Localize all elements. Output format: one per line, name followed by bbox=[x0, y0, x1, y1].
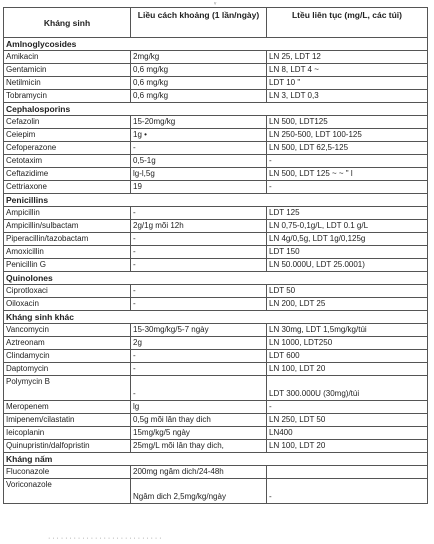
interval-dose-cell: 2mg/kg bbox=[131, 51, 267, 64]
table-row bbox=[4, 401, 428, 414]
table-row bbox=[4, 64, 428, 77]
table-row bbox=[4, 51, 428, 64]
table-row bbox=[4, 116, 428, 129]
table-row bbox=[4, 155, 428, 168]
group-label: Kháng sinh khác bbox=[4, 311, 428, 324]
continuous-dose-cell: LN 0,75-0,1g/L, LDT 0.1 g/L bbox=[267, 220, 428, 233]
top-edge bbox=[0, 0, 434, 6]
continuous-dose-cell: - bbox=[267, 401, 428, 414]
continuous-dose-cell: LN 100, LDT 20 bbox=[267, 440, 428, 453]
continuous-dose-cell bbox=[267, 466, 428, 479]
table-row bbox=[4, 90, 428, 103]
table-row bbox=[4, 246, 428, 259]
antibiotic-name-cell: Ceiepim bbox=[4, 129, 131, 142]
interval-dose-cell: Ngâm dich 2,5mg/kg/ngày bbox=[131, 479, 267, 504]
continuous-dose-cell: LN 1000, LDT250 bbox=[267, 337, 428, 350]
continuous-dose-cell: LN 50.000U, LDT 25.0001) bbox=[267, 259, 428, 272]
table-header-row bbox=[4, 8, 428, 38]
continuous-dose-cell: LDT 125 bbox=[267, 207, 428, 220]
antibiotic-name-cell: Oiloxacin bbox=[4, 298, 131, 311]
group-label: Kháng nấm bbox=[4, 453, 428, 466]
continuous-dose-cell: LDT 10 " bbox=[267, 77, 428, 90]
table-body bbox=[4, 38, 428, 504]
antibiotic-name-cell: Netilmicin bbox=[4, 77, 131, 90]
antibiotic-name-cell: Cettriaxone bbox=[4, 181, 131, 194]
interval-dose-cell: 0,6 mg/kg bbox=[131, 90, 267, 103]
table-row bbox=[4, 142, 428, 155]
continuous-dose-cell: LN 500, LDT 125 ~ ~ " l bbox=[267, 168, 428, 181]
group-label: Cephalosporins bbox=[4, 103, 428, 116]
group-label: Amlnoglycosides bbox=[4, 38, 428, 51]
continuous-dose-cell: LN 200, LDT 25 bbox=[267, 298, 428, 311]
antibiotic-name-cell: Ampicillin bbox=[4, 207, 131, 220]
table-row bbox=[4, 479, 428, 504]
antibiotic-name-cell: Amikacin bbox=[4, 51, 131, 64]
antibiotic-name-cell: Ampicillin/sulbactam bbox=[4, 220, 131, 233]
antibiotic-name-cell: Imipenem/cilastatin bbox=[4, 414, 131, 427]
table-row bbox=[4, 427, 428, 440]
antibiotic-name-cell: Gentamicin bbox=[4, 64, 131, 77]
interval-dose-cell: lg bbox=[131, 401, 267, 414]
continuous-dose-cell: LN 25, LDT 12 bbox=[267, 51, 428, 64]
group-label: Penicillins bbox=[4, 194, 428, 207]
interval-dose-cell: 15-20mg/kg bbox=[131, 116, 267, 129]
table-row bbox=[4, 233, 428, 246]
antibiotic-name-cell: Piperacillin/tazobactam bbox=[4, 233, 131, 246]
interval-dose-cell: 0,5-1g bbox=[131, 155, 267, 168]
antibiotic-name-cell: Quinupristin/dalfopristin bbox=[4, 440, 131, 453]
continuous-dose-cell: - bbox=[267, 155, 428, 168]
interval-dose-cell: - bbox=[131, 376, 267, 401]
header-interval-dose: Liều cách khoảng (1 lần/ngày) bbox=[131, 8, 267, 38]
top-edge-mark: ᵥ bbox=[214, 0, 217, 6]
table-row bbox=[4, 337, 428, 350]
interval-dose-cell: 2g/1g mõi 12h bbox=[131, 220, 267, 233]
interval-dose-cell: - bbox=[131, 285, 267, 298]
continuous-dose-cell: LN 250-500, LDT 100-125 bbox=[267, 129, 428, 142]
antibiotic-name-cell: Ciprotloxaci bbox=[4, 285, 131, 298]
antibiotic-name-cell: Aztreonam bbox=[4, 337, 131, 350]
continuous-dose-cell: LN 3, LDT 0,3 bbox=[267, 90, 428, 103]
group-label: Quinolones bbox=[4, 272, 428, 285]
group-row bbox=[4, 194, 428, 207]
table-row bbox=[4, 77, 428, 90]
interval-dose-cell: 0,5g mõi lân thay dich bbox=[131, 414, 267, 427]
continuous-dose-cell: LN 4g/0,5g, LDT 1g/0,125g bbox=[267, 233, 428, 246]
group-row bbox=[4, 38, 428, 51]
continuous-dose-cell: LN 30mg, LDT 1,5mg/kg/túi bbox=[267, 324, 428, 337]
antibiotic-name-cell: Meropenem bbox=[4, 401, 131, 414]
interval-dose-cell: - bbox=[131, 207, 267, 220]
interval-dose-cell: - bbox=[131, 142, 267, 155]
interval-dose-cell: 200mg ngâm dich/24-48h bbox=[131, 466, 267, 479]
continuous-dose-cell: LN 500, LDT 62,5-125 bbox=[267, 142, 428, 155]
interval-dose-cell: 2g bbox=[131, 337, 267, 350]
continuous-dose-cell: LN 250, LDT 50 bbox=[267, 414, 428, 427]
interval-dose-cell: 19 bbox=[131, 181, 267, 194]
continuous-dose-cell: - bbox=[267, 479, 428, 504]
continuous-dose-cell: LDT 300.000U (30mg)/túi bbox=[267, 376, 428, 401]
antibiotic-name-cell: Clindamycin bbox=[4, 350, 131, 363]
continuous-dose-cell: LN400 bbox=[267, 427, 428, 440]
interval-dose-cell: - bbox=[131, 350, 267, 363]
antibiotic-name-cell: Vancomycin bbox=[4, 324, 131, 337]
antibiotic-name-cell: Penicillin G bbox=[4, 259, 131, 272]
antibiotic-name-cell: Cetotaxim bbox=[4, 155, 131, 168]
interval-dose-cell: lg-l,5g bbox=[131, 168, 267, 181]
table-row bbox=[4, 324, 428, 337]
antibiotic-name-cell: Daptomycin bbox=[4, 363, 131, 376]
table-row bbox=[4, 181, 428, 194]
table-row bbox=[4, 220, 428, 233]
antibiotic-name-cell: Voriconazole bbox=[4, 479, 131, 504]
table-row bbox=[4, 298, 428, 311]
table-row bbox=[4, 350, 428, 363]
table-row bbox=[4, 414, 428, 427]
antibiotic-name-cell: Tobramycin bbox=[4, 90, 131, 103]
antibiotic-name-cell: Amoxicillin bbox=[4, 246, 131, 259]
antibiotic-name-cell: Ieicoplanin bbox=[4, 427, 131, 440]
table-row bbox=[4, 440, 428, 453]
continuous-dose-cell: LN 500, LDT125 bbox=[267, 116, 428, 129]
continuous-dose-cell: LDT 50 bbox=[267, 285, 428, 298]
table-row bbox=[4, 129, 428, 142]
interval-dose-cell: 15-30mg/kg/5-7 ngày bbox=[131, 324, 267, 337]
antibiotic-name-cell: Ceftazidime bbox=[4, 168, 131, 181]
interval-dose-cell: 25mg/L mõi lân thay dich, bbox=[131, 440, 267, 453]
continuous-dose-cell: LN 8, LDT 4 ~ bbox=[267, 64, 428, 77]
group-row bbox=[4, 453, 428, 466]
antibiotic-name-cell: Fluconazole bbox=[4, 466, 131, 479]
table-row bbox=[4, 285, 428, 298]
interval-dose-cell: 1g • bbox=[131, 129, 267, 142]
interval-dose-cell: - bbox=[131, 298, 267, 311]
interval-dose-cell: - bbox=[131, 233, 267, 246]
cut-off-footer bbox=[0, 535, 434, 544]
table-row bbox=[4, 259, 428, 272]
table-row bbox=[4, 376, 428, 401]
table-row bbox=[4, 207, 428, 220]
table-row bbox=[4, 363, 428, 376]
group-row bbox=[4, 311, 428, 324]
header-continuous-dose: Ltều liên tục (mg/L, các túi) bbox=[267, 8, 428, 38]
group-row bbox=[4, 272, 428, 285]
table-row bbox=[4, 466, 428, 479]
continuous-dose-cell: LDT 600 bbox=[267, 350, 428, 363]
interval-dose-cell: - bbox=[131, 259, 267, 272]
interval-dose-cell: - bbox=[131, 246, 267, 259]
antibiotic-name-cell: Polymycin B bbox=[4, 376, 131, 401]
header-antibiotic: Kháng sinh bbox=[4, 8, 131, 38]
table-row bbox=[4, 168, 428, 181]
continuous-dose-cell: LN 100, LDT 20 bbox=[267, 363, 428, 376]
group-row bbox=[4, 103, 428, 116]
interval-dose-cell: 15mg/kg/5 ngày bbox=[131, 427, 267, 440]
antibiotic-name-cell: Cefazolin bbox=[4, 116, 131, 129]
antibiotic-name-cell: Cefoperazone bbox=[4, 142, 131, 155]
antibiotic-dosing-table bbox=[3, 7, 428, 504]
continuous-dose-cell: LDT 150 bbox=[267, 246, 428, 259]
continuous-dose-cell: - bbox=[267, 181, 428, 194]
interval-dose-cell: - bbox=[131, 363, 267, 376]
interval-dose-cell: 0,6 mg/kg bbox=[131, 64, 267, 77]
footer-fragment: · · · · · · · · · · · · · · · · · · · · · · · · · · · bbox=[48, 535, 162, 542]
interval-dose-cell: 0,6 mg/kg bbox=[131, 77, 267, 90]
